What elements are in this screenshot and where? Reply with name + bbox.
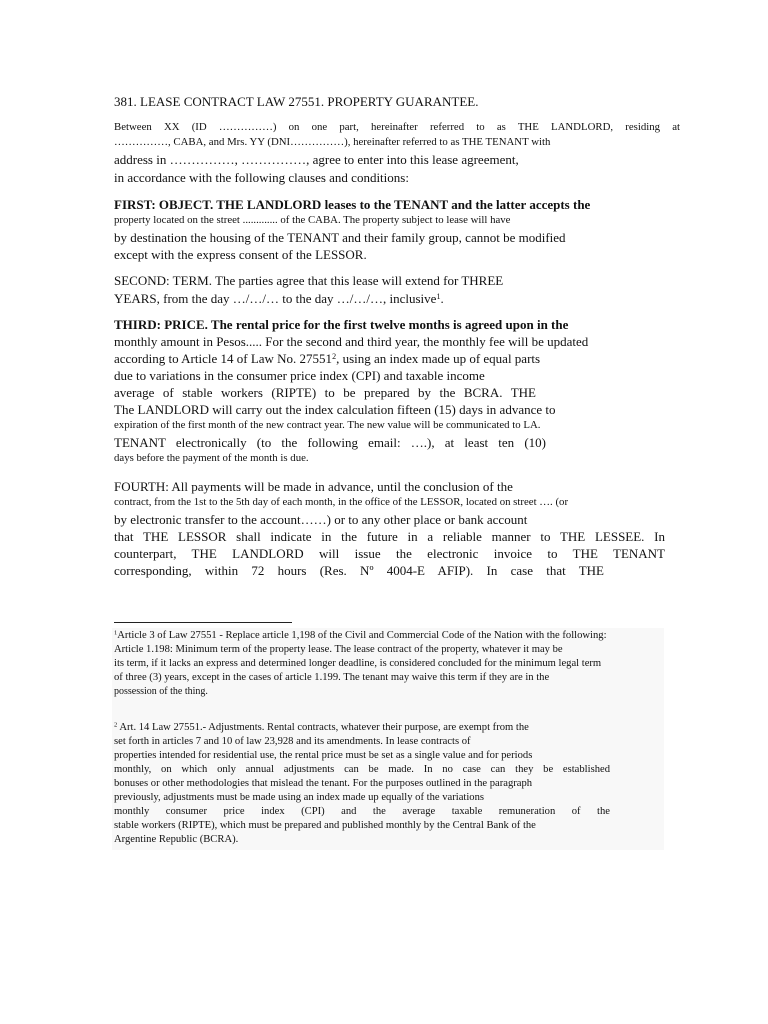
intro-line: address in ……………, ……………, agree to enter into this lease agreement,	[114, 152, 519, 167]
clause-third-heading: THIRD: PRICE. The rental price for the first twelve months is agreed upon in the	[114, 317, 569, 332]
footnote-line	[114, 631, 676, 645]
footnote-line: Article 1.198: Minimum term of the property lease. The lease contract of the property, whatever it may be	[114, 644, 563, 655]
footnote-text: Art. 14 Law 27551.- Adjustments. Rental contracts, whatever their purpose, are exempt from the	[117, 722, 529, 733]
clause-line: property located on the street ............. of the CABA. The property subject to lease will have	[114, 214, 511, 226]
intro-line: ……………, CABA, and Mrs. YY (DNI……………), hereinafter referred to as THE TENANT with	[114, 136, 551, 148]
clause-line	[114, 352, 680, 369]
clause-line: TENANT electronically (to the following email: ….), at least ten (10)	[114, 435, 546, 450]
footnote-line: monthly, on which only annual adjustments can be made. In no case can they be established	[114, 764, 610, 775]
footnote-line: stable workers (RIPTE), which must be prepared and published monthly by the Central Bank of the	[114, 820, 536, 831]
intro-line: in accordance with the following clauses and conditions:	[114, 170, 409, 185]
footnote-line	[114, 723, 610, 737]
footnote-ref-2: 2	[332, 351, 337, 361]
clause-line: expiration of the first month of the new contract year. The new value will be communicated to LA.	[114, 419, 541, 431]
clause-line: by destination the housing of the TENANT and their family group, cannot be modified	[114, 230, 566, 245]
clause-line: due to variations in the consumer price index (CPI) and taxable income	[114, 368, 485, 383]
clause-second	[114, 274, 680, 310]
clause-line: The LANDLORD will carry out the index calculation fifteen (15) days in advance to	[114, 402, 556, 417]
clause-third	[114, 318, 680, 469]
footnote-line: set forth in articles 7 and 10 of law 23,928 and its amendments. In lease contracts of	[114, 736, 471, 747]
clause-line: corresponding, within 72 hours (Res. Nº 4004-E AFIP). In case that THE	[114, 563, 604, 578]
clause-first-heading: FIRST: OBJECT. THE LANDLORD leases to the TENANT and the latter accepts the	[114, 197, 591, 212]
clause-fourth	[114, 480, 680, 581]
clause-text: , using an index made up of equal parts	[336, 351, 541, 366]
clause-line: by electronic transfer to the account……) or to any other place or bank account	[114, 512, 528, 527]
footnote-line: its term, if it lacks an express and determined longer deadline, is considered concluded for the minimum legal term	[114, 658, 602, 669]
clause-fourth-heading: FOURTH: All payments will be made in advance, until the conclusion of the	[114, 479, 513, 494]
clause-text: .	[440, 291, 444, 306]
footnote-line: bonuses or other methodologies that mislead the tenant. For the purposes outlined in the paragraph	[114, 778, 533, 789]
clause-line: counterpart, THE LANDLORD will issue the electronic invoice to THE TENANT	[114, 546, 665, 561]
footnote-separator	[114, 622, 292, 623]
document-title: 381. LEASE CONTRACT LAW 27551. PROPERTY GUARANTEE.	[114, 94, 479, 109]
footnote-2	[114, 723, 610, 849]
footnote-mark-1: 1	[114, 629, 118, 637]
clause-line: that THE LESSOR shall indicate in the future in a reliable manner to THE LESSEE. In	[114, 529, 665, 544]
footnote-line: previously, adjustments must be made using an index made up equally of the variations	[114, 792, 485, 803]
clause-line	[114, 292, 680, 310]
clause-line: contract, from the 1st to the 5th day of each month, in the office of the LESSOR, located on street …. (or	[114, 496, 569, 508]
clause-line: days before the payment of the month is due.	[114, 452, 309, 464]
footnote-line: properties intended for residential use, the rental price must be set as a single value and for periods	[114, 750, 533, 761]
footnote-ref-1: 1	[436, 291, 441, 301]
clause-text: YEARS, from the day …/…/… to the day …/…/…, inclusive	[114, 291, 437, 306]
clause-line: average of stable workers (RIPTE) to be prepared by the BCRA. THE	[114, 385, 536, 400]
clause-first	[114, 198, 680, 265]
footnote-line: of three (3) years, except in the cases of article 1.199. The tenant may waive this term if they are in the	[114, 672, 550, 683]
footnote-line: possession of the thing.	[114, 686, 208, 697]
clause-line: except with the express consent of the LESSOR.	[114, 247, 367, 262]
footnote-1	[114, 631, 676, 701]
footnote-mark-2: 2	[114, 721, 118, 729]
intro-line: Between XX (ID ……………) on one part, hereinafter referred to as THE LANDLORD, residing at	[114, 121, 680, 133]
footnote-line: Argentine Republic (BCRA).	[114, 834, 239, 845]
clause-second-heading: SECOND: TERM. The parties agree that this lease will extend for THREE	[114, 273, 504, 288]
intro-paragraph	[114, 122, 680, 189]
clause-text: according to Article 14 of Law No. 27551	[114, 351, 333, 366]
clause-line: monthly amount in Pesos..... For the second and third year, the monthly fee will be updated	[114, 334, 589, 349]
footnote-line: monthly consumer price index (CPI) and the average taxable remuneration of the	[114, 806, 610, 817]
footnote-text: Article 3 of Law 27551 - Replace article 1,198 of the Civil and Commercial Code of the Nation with the following:	[117, 630, 607, 641]
